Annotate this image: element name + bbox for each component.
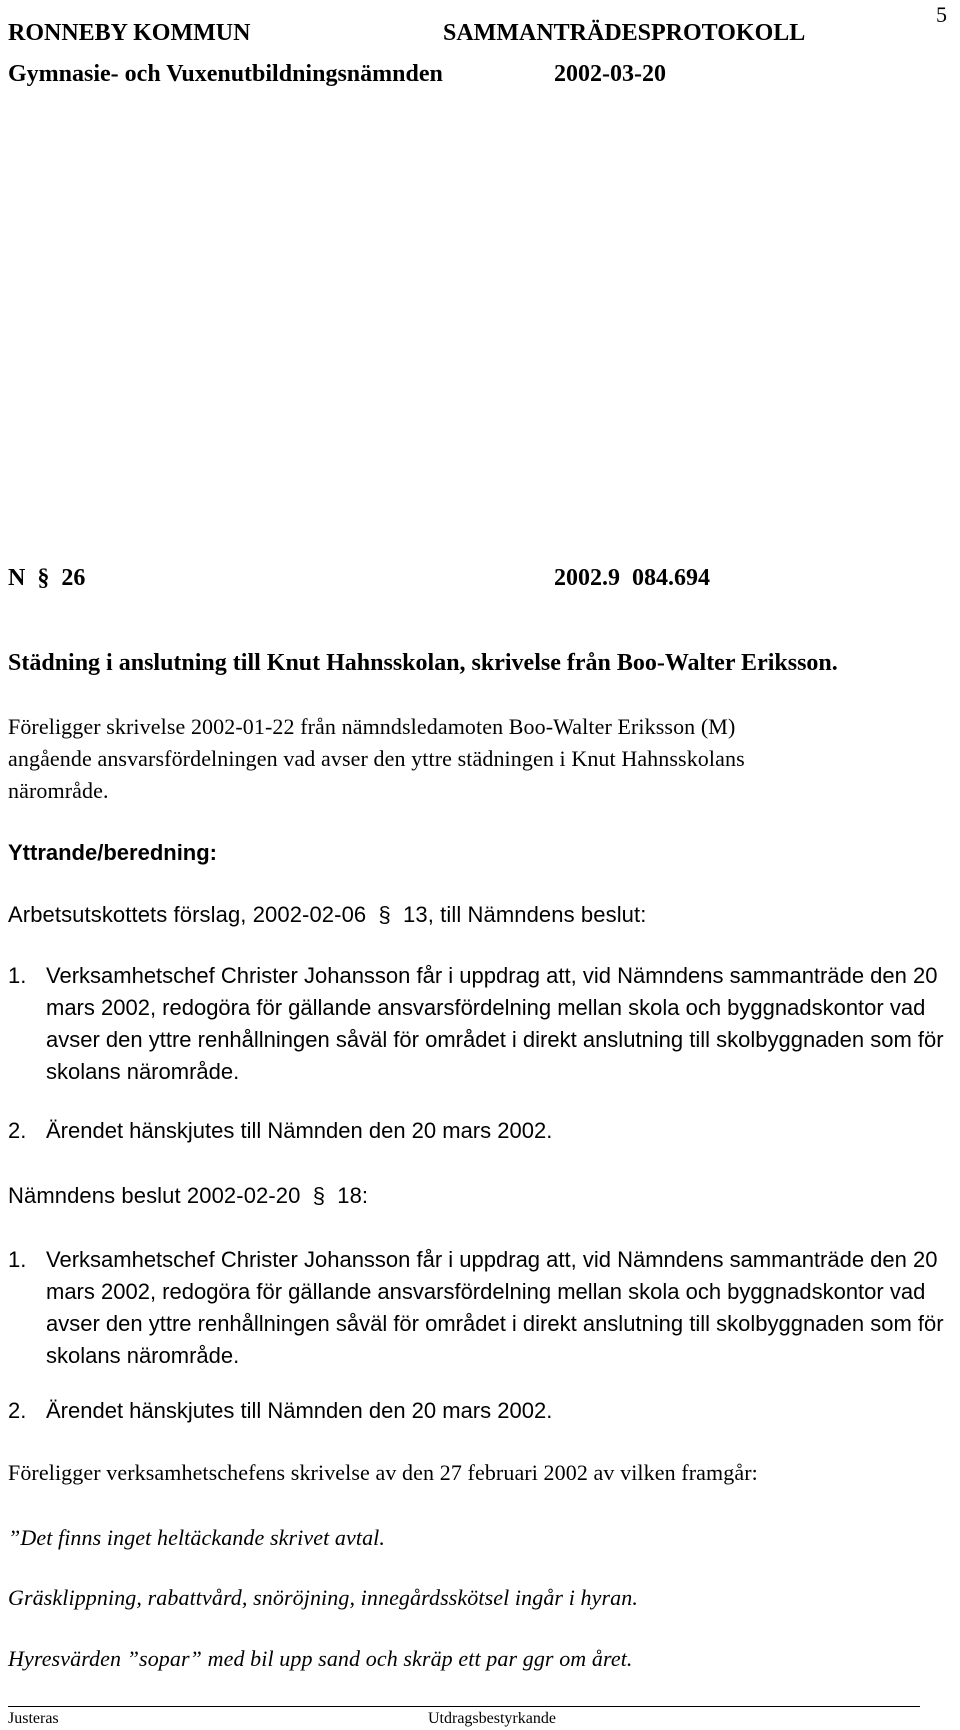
footer-certification: Utdragsbestyrkande bbox=[428, 1710, 556, 1727]
case-number-label: N bbox=[8, 565, 26, 591]
statement-heading: Yttrande/beredning: bbox=[8, 840, 218, 865]
item-text: Verksamhetschef Christer Johansson får i uppdrag att, vid Nämndens sammanträde den 20 mars 2002, redogöra för gällande ansvarsfördelning mellan skola och byggnadskontor vad avser den yttre renhållningen såväl för området i direkt anslutning till skolbyggnaden som för skolans närområde. bbox=[46, 963, 944, 1084]
quote-line: Gräsklippning, rabattvård, snöröjning, innegårdsskötsel ingår i hyran. bbox=[8, 1585, 638, 1610]
decision-heading-text: 18: bbox=[337, 1183, 369, 1208]
case-reference: 2002.9 084.694 bbox=[554, 565, 710, 591]
intro-line: Föreligger skrivelse 2002-01-22 från nämndsledamoten Boo-Walter Eriksson (M) bbox=[8, 714, 736, 739]
working-committee-text: Arbetsutskottets förslag, 2002-02-06 bbox=[8, 902, 367, 927]
municipality-name: RONNEBY KOMMUN bbox=[8, 20, 251, 46]
case-title: Städning i anslutning till Knut Hahnsskolan, skrivelse från Boo-Walter Eriksson. bbox=[8, 650, 838, 676]
quote-line: Hyresvärden ”sopar” med bil upp sand och skräp ett par ggr om året. bbox=[8, 1646, 633, 1671]
item-number: 2. bbox=[8, 1398, 27, 1423]
footer-justeras: Justeras bbox=[8, 1710, 59, 1727]
item-number: 2. bbox=[8, 1118, 27, 1143]
item-text: Ärendet hänskjutes till Nämnden den 20 mars 2002. bbox=[46, 1118, 553, 1143]
item-number: 1. bbox=[8, 1247, 27, 1272]
meeting-date: 2002-03-20 bbox=[554, 61, 666, 87]
section-sign: § bbox=[312, 1183, 326, 1208]
case-number-value: 26 bbox=[61, 565, 86, 591]
document-type: SAMMANTRÄDESPROTOKOLL bbox=[443, 20, 806, 46]
decision-heading bbox=[8, 1183, 368, 1209]
section-sign: § bbox=[37, 565, 50, 591]
item-text: Verksamhetschef Christer Johansson får i uppdrag att, vid Nämndens sammanträde den 20 mars 2002, redogöra för gällande ansvarsfördelning mellan skola och byggnadskontor vad avser den yttre renhållningen såväl för området i direkt anslutning till skolbyggnaden som för skolans närområde. bbox=[46, 1247, 944, 1368]
working-committee-text: 13, till Nämndens beslut: bbox=[403, 902, 647, 927]
proposal-item bbox=[8, 1115, 948, 1147]
item-text: Ärendet hänskjutes till Nämnden den 20 mars 2002. bbox=[46, 1398, 553, 1423]
section-sign: § bbox=[378, 902, 391, 927]
decision-item bbox=[8, 1395, 948, 1427]
intro-line: angående ansvarsfördelningen vad avser den yttre städningen i Knut Hahnsskolans bbox=[8, 746, 745, 771]
quote-line: ”Det finns inget heltäckande skrivet avtal. bbox=[8, 1525, 385, 1550]
working-committee-line bbox=[8, 902, 646, 928]
case-number bbox=[8, 565, 85, 592]
page-number: 5 bbox=[936, 2, 947, 27]
board-name: Gymnasie- och Vuxenutbildningsnämnden bbox=[8, 61, 443, 87]
letter-intro: Föreligger verksamhetschefens skrivelse av den 27 februari 2002 av vilken framgår: bbox=[8, 1460, 758, 1485]
footer-divider bbox=[8, 1706, 920, 1707]
intro-line: närområde. bbox=[8, 778, 109, 803]
item-number: 1. bbox=[8, 963, 27, 988]
decision-heading-text: Nämndens beslut 2002-02-20 bbox=[8, 1183, 301, 1208]
proposal-item bbox=[8, 960, 948, 1088]
decision-item bbox=[8, 1244, 948, 1372]
